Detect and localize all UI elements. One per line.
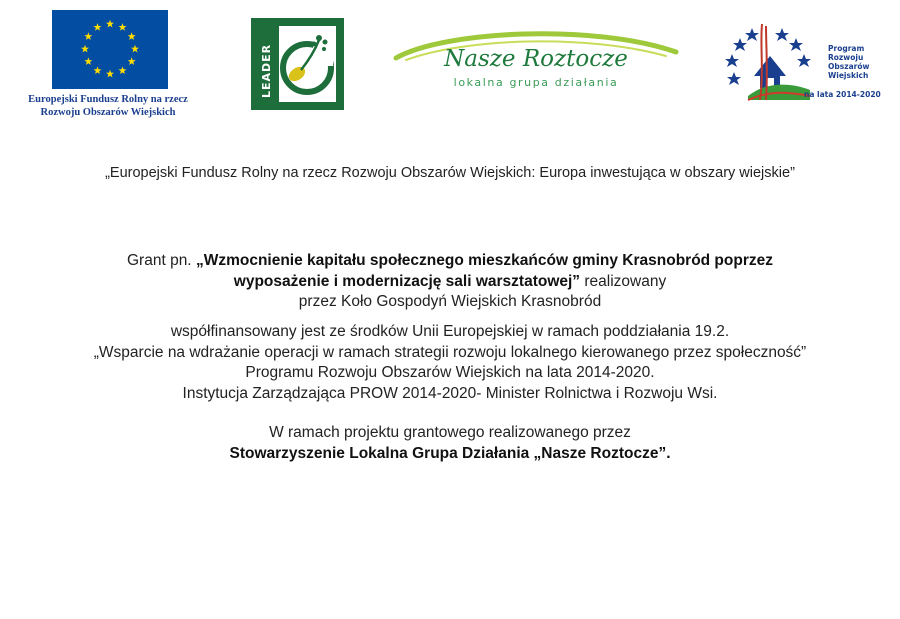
eu-star-icon [106,70,114,78]
cofin-line1: współfinansowany jest ze środków Unii Europejskiej w ramach poddziałania 19.2. [170,323,730,340]
eu-star-icon [131,45,139,53]
nasze-roztocze-subtitle: lokalna grupa działania [453,76,619,89]
grant-suffix: realizowany [580,272,667,290]
prow-title [828,44,869,80]
eu-star-icon [119,66,127,74]
eu-star-icon [128,32,136,40]
project-section [0,423,900,464]
eu-star-icon [128,57,136,65]
cofinancing-section [0,322,900,404]
cofin-line3: Programu Rozwoju Obszarów Wiejskich na lata 2014-2020. [245,364,655,381]
project-line1: W ramach projektu grantowego realizowanego przez [269,424,631,441]
grant-line2 [0,272,900,293]
grant-prefix: Grant pn. [127,252,196,269]
logo-bar [0,0,900,130]
eu-caption-line2: Rozwoju Obszarów Wiejskich [40,107,176,118]
grant-title-line1: „Wzmocnienie kapitału społecznego mieszkańców gminy Krasnobród poprzez [195,252,773,269]
cofin-line2: „Wsparcie na wdrażanie operacji w ramach strategii rozwoju lokalnego kierowanego przez społeczność” [93,343,807,361]
cofin-line4: Instytucja Zarządzająca PROW 2014-2020- Minister Rolnictwa i Rozwoju Wsi. [182,384,718,402]
leader-text: LEADER [260,43,273,98]
grant-line3: przez Koło Gospodyń Wiejskich Krasnobród [298,293,602,310]
eu-star-icon [94,23,102,31]
prow-line2: Rozwoju [828,53,864,62]
eu-star-icon [94,66,102,74]
eu-caption-line1: Europejski Fundusz Rolny na rzecz [28,94,188,105]
eu-star-icon [84,57,92,65]
eu-star-icon [84,32,92,40]
eu-star-icon [81,45,89,53]
eu-logo-caption [18,93,198,119]
grant-title-line2: wyposażenie i modernizację sali warsztatowej” [233,272,581,290]
prow-years: na lata 2014-2020 [804,90,881,99]
prow-line4: Wiejskich [828,71,869,80]
eu-star-icon [119,23,127,31]
prow-line1: Program [828,44,865,53]
nasze-roztocze-title: Nasze Roztocze [444,46,628,72]
eu-star-icon [106,20,114,28]
eafrd-motto: „Europejski Fundusz Rolny na rzecz Rozwoju Obszarów Wiejskich: Europa inwestująca w obszary wiejskie” [105,165,795,181]
prow-line3: Obszarów [828,62,870,71]
eu-flag-icon [52,10,168,89]
grant-section [0,251,900,313]
grant-line1 [0,251,900,272]
project-line2-bold: Stowarzyszenie Lokalna Grupa Działania „Nasze Roztocze”. [229,444,671,462]
nasze-roztocze-logo [386,28,686,98]
prow-logo [720,16,890,106]
project-line2 [0,444,900,465]
leader-logo [251,18,344,110]
